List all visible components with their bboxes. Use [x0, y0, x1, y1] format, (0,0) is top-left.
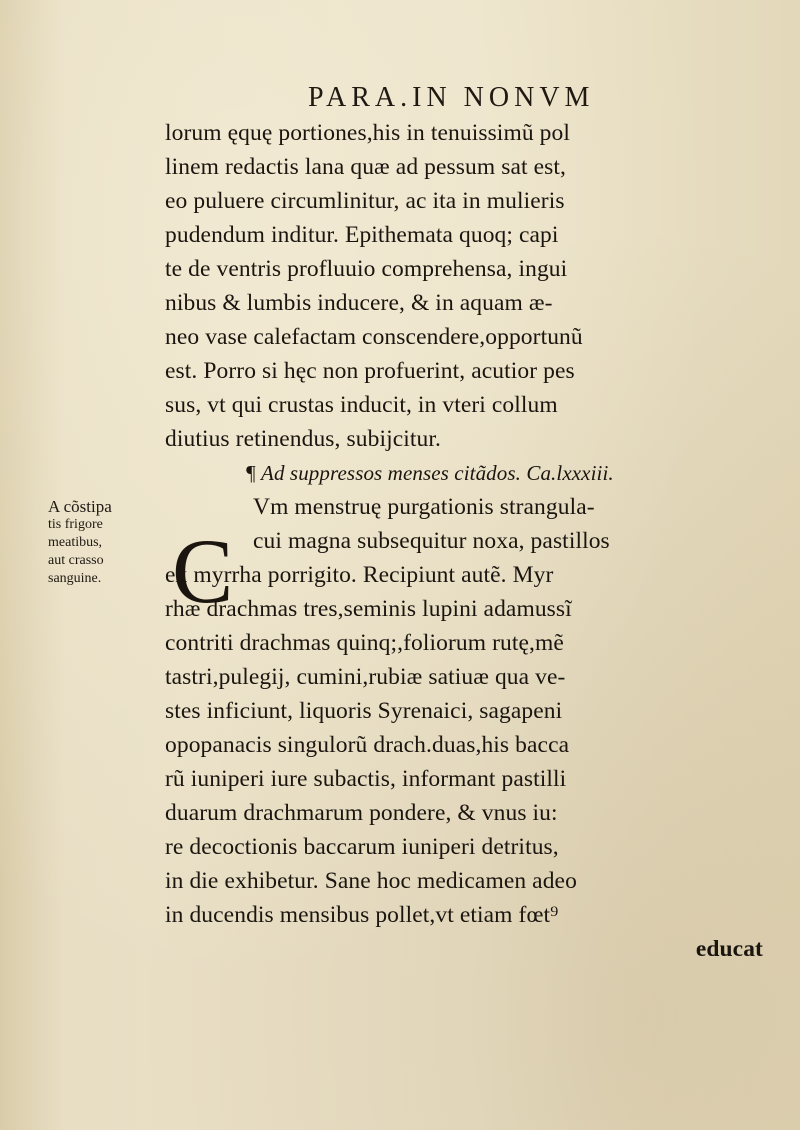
marginal-note-line: A cõstipa: [48, 497, 112, 516]
text-line: sus, vt qui crustas inducit, in vteri collum: [165, 392, 558, 418]
text-line: duarum drachmarum pondere, & vnus iu:: [165, 800, 558, 826]
marginal-note: [48, 498, 166, 588]
marginal-note-line: tis frigore: [48, 517, 103, 532]
text-line: ex myrrha porrigito. Recipiunt autẽ. Myr: [165, 562, 554, 588]
text-line: cui magna subsequitur noxa, pastillos: [253, 528, 610, 554]
text-line: eo puluere circumlinitur, ac ita in mulieris: [165, 188, 565, 214]
running-head: PARA.IN NONVM: [308, 82, 595, 113]
text-line: in ducendis mensibus pollet,vt etiam fœt⁹: [165, 902, 559, 928]
text-line: tastri,pulegij, cumini,rubiæ satiuæ qua ve-: [165, 664, 566, 690]
text-line: lorum ęquę portiones,his in tenuissimũ pol: [165, 120, 570, 146]
text-line: stes inficiunt, liquoris Syrenaici, sagapeni: [165, 698, 563, 724]
text-line: est. Porro si hęc non profuerint, acutior pes: [165, 358, 575, 384]
drop-cap: C: [172, 520, 234, 622]
text-line: in die exhibetur. Sane hoc medicamen adeo: [165, 868, 577, 894]
text-line: re decoctionis baccarum iuniperi detritus,: [165, 834, 559, 860]
text-line: rũ iuniperi iure subactis, informant pastilli: [165, 766, 567, 792]
marginal-note-line: meatibus,: [48, 535, 103, 550]
text-line: rhæ drachmas tres,seminis lupini adamussĩ: [165, 596, 572, 622]
text-line: te de ventris profluuio comprehensa, ingui: [165, 256, 568, 282]
text-line: pudendum inditur. Epithemata quoq; capi: [165, 222, 559, 248]
chapter-heading: ¶ Ad suppressos menses citãdos. Ca.lxxxiii.: [245, 461, 614, 485]
marginal-note-line: sanguine.: [48, 571, 102, 586]
text-line: linem redactis lana quæ ad pessum sat est,: [165, 154, 566, 180]
text-line: neo vase calefactam conscendere,opportunũ: [165, 324, 583, 350]
text-line: nibus & lumbis inducere, & in aquam æ-: [165, 290, 553, 316]
text-line: contriti drachmas quinq;,foliorum rutę,mẽ: [165, 630, 564, 656]
text-line: opopanacis singulorũ drach.duas,his bacca: [165, 732, 570, 758]
catchword: educat: [695, 936, 763, 962]
marginal-note-line: aut crasso: [48, 553, 104, 568]
text-block: [165, 116, 775, 966]
text-line: diutius retinendus, subijcitur.: [165, 426, 441, 452]
text-line: Vm menstruę purgationis strangula-: [253, 494, 595, 520]
